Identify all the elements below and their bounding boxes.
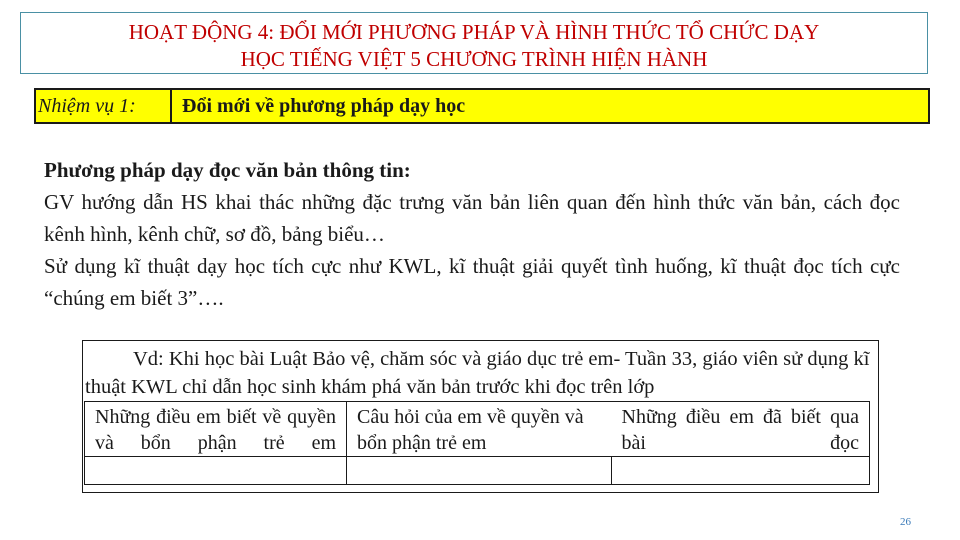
slide-title-line-1: HOẠT ĐỘNG 4: ĐỔI MỚI PHƯƠNG PHÁP VÀ HÌNH THỨC TỔ CHỨC DẠY [128, 20, 820, 44]
page-number: 26 [900, 516, 911, 528]
example-text: Vd: Khi học bài Luật Bảo vệ, chăm sóc và giáo dục trẻ em- Tuần 33, giáo viên sử dụng kĩ thuật KWL chỉ dẫn học sinh khám phá văn bản trước khi đọc trên lớp [85, 348, 870, 398]
kwl-empty-row [85, 457, 870, 485]
body-text [44, 154, 900, 314]
kwl-column-learned: Những điều em đã biết qua bài đọc [612, 402, 870, 457]
kwl-column-know: Những điều em biết về quyền và bổn phận trẻ em [85, 402, 347, 457]
section-heading: Phương pháp dạy đọc văn bản thông tin: [44, 158, 411, 182]
kwl-header-row [85, 402, 870, 457]
kwl-empty-cell[interactable] [347, 457, 612, 485]
kwl-column-want: Câu hỏi của em về quyền và bổn phận trẻ em [347, 402, 612, 457]
kwl-empty-cell[interactable] [85, 457, 347, 485]
paragraph-2: Sử dụng kĩ thuật dạy học tích cực như KWL, kĩ thuật giải quyết tình huống, kĩ thuật đọc tích cực “chúng em biết 3”…. [44, 254, 900, 310]
kwl-empty-cell[interactable] [612, 457, 870, 485]
example-box [82, 340, 879, 493]
kwl-table [84, 401, 870, 485]
paragraph-1: GV hướng dẫn HS khai thác những đặc trưng văn bản liên quan đến hình thức văn bản, cách đọc kênh hình, kênh chữ, sơ đồ, bảng biểu… [44, 190, 900, 246]
slide-title-box [20, 12, 928, 74]
task-value: Đổi mới về phương pháp dạy học [182, 95, 466, 117]
task-bar [34, 88, 930, 124]
slide-title-line-2: HỌC TIẾNG VIỆT 5 CHƯƠNG TRÌNH HIỆN HÀNH [240, 47, 708, 71]
task-label: Nhiệm vụ 1: [36, 90, 172, 122]
